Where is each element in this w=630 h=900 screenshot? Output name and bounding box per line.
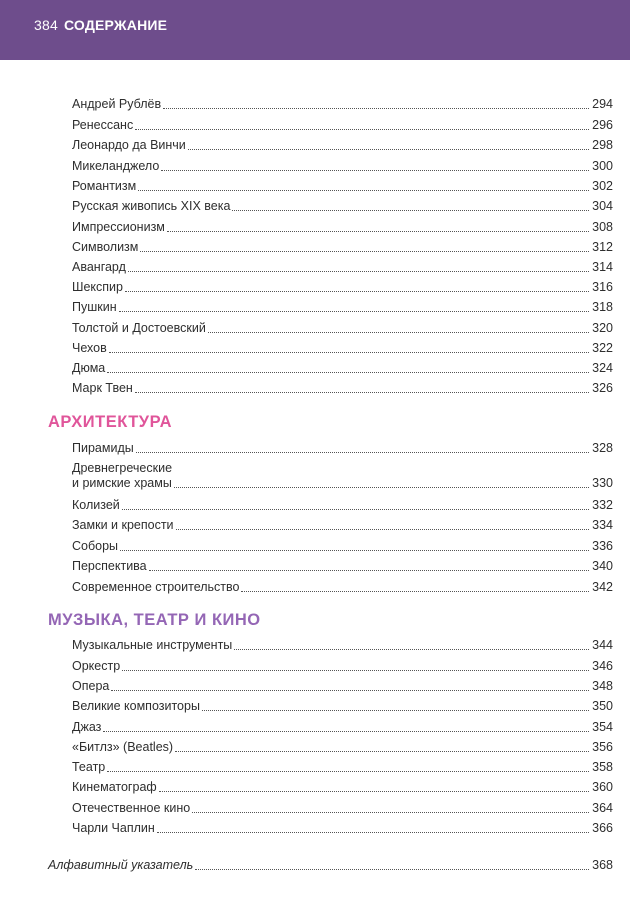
toc-entry-page: 346 — [592, 659, 613, 673]
dot-leader — [202, 710, 589, 711]
toc-entry-page: 294 — [592, 97, 613, 111]
dot-leader — [208, 332, 589, 333]
toc-entry-title: Марк Твен — [72, 381, 133, 395]
toc-entry-page: 328 — [592, 441, 613, 455]
toc-entry-title: Отечественное кино — [72, 801, 191, 815]
toc-entry-page: 340 — [592, 559, 613, 573]
toc-entry-index[interactable] — [48, 858, 613, 873]
dot-leader — [119, 311, 590, 312]
dot-leader — [167, 231, 589, 232]
toc-entry-page: 358 — [592, 760, 613, 774]
toc-entry-title: Русская живопись XIX века — [72, 199, 231, 213]
toc-entry-title: Микеланджело — [72, 159, 160, 173]
toc-entry-page: 356 — [592, 740, 613, 754]
toc-entry-title: Джаз — [72, 720, 102, 734]
dot-leader — [163, 108, 589, 109]
toc-entry[interactable] — [72, 780, 613, 795]
dot-leader — [140, 251, 589, 252]
toc-entry-title: Пирамиды — [72, 441, 134, 455]
dot-leader — [232, 210, 589, 211]
toc-entry-page: 320 — [592, 321, 613, 335]
toc-entry-page: 298 — [592, 138, 613, 152]
toc-entry[interactable] — [72, 138, 613, 153]
dot-leader — [241, 591, 589, 592]
toc-entry[interactable] — [72, 659, 613, 674]
toc-entry-page: 330 — [592, 476, 613, 490]
toc-entry[interactable] — [72, 260, 613, 275]
toc-entry-page: 354 — [592, 720, 613, 734]
dot-leader — [176, 529, 590, 530]
toc-entry[interactable] — [72, 280, 613, 295]
toc-entry[interactable] — [72, 461, 613, 491]
toc-entry-title: Опера — [72, 679, 110, 693]
dot-leader — [125, 291, 589, 292]
toc-entry-page: 336 — [592, 539, 613, 553]
toc-entry[interactable] — [72, 498, 613, 513]
dot-leader — [107, 771, 589, 772]
toc-entry-title: Музыкальные инструменты — [72, 638, 233, 652]
toc-entry-title: Символизм — [72, 240, 139, 254]
toc-entry[interactable] — [72, 638, 613, 653]
dot-leader — [188, 149, 589, 150]
dot-leader — [195, 869, 589, 870]
toc-entry-page: 366 — [592, 821, 613, 835]
toc-entry-title: Чехов — [72, 341, 107, 355]
toc-entry-page: 318 — [592, 300, 613, 314]
toc-entry-page: 322 — [592, 341, 613, 355]
toc-entry[interactable] — [72, 441, 613, 456]
toc-entry-title: Толстой и Достоевский — [72, 321, 206, 335]
dot-leader — [136, 452, 589, 453]
toc-entry-title: Шекспир — [72, 280, 123, 294]
toc-entry[interactable] — [72, 518, 613, 533]
toc-entry-title: Современное строительство — [72, 580, 240, 594]
dot-leader — [135, 129, 589, 130]
dot-leader — [109, 352, 589, 353]
dot-leader — [192, 812, 589, 813]
page-number: 384 — [34, 17, 58, 33]
toc-entry-page: 324 — [592, 361, 613, 375]
toc-entry[interactable] — [72, 300, 613, 315]
toc-entry-page: 350 — [592, 699, 613, 713]
toc-entry-title: Ренессанс — [72, 118, 134, 132]
toc-entry[interactable] — [72, 821, 613, 836]
dot-leader — [128, 271, 589, 272]
toc-entry-title: «Битлз» (Beatles) — [72, 740, 174, 754]
dot-leader — [111, 690, 589, 691]
toc-entry-title: Пушкин — [72, 300, 117, 314]
toc-entry[interactable] — [72, 240, 613, 255]
toc-entry-title-block — [72, 461, 172, 491]
toc-entry-page: 332 — [592, 498, 613, 512]
toc-entry[interactable] — [72, 699, 613, 714]
dot-leader — [135, 392, 589, 393]
toc-entry[interactable] — [72, 179, 613, 194]
toc-entry-page: 360 — [592, 780, 613, 794]
toc-entry-title: Романтизм — [72, 179, 137, 193]
dot-leader — [157, 832, 589, 833]
toc-entry-page: 314 — [592, 260, 613, 274]
toc-entry-page: 316 — [592, 280, 613, 294]
toc-entry[interactable] — [72, 341, 613, 356]
toc-entry[interactable] — [72, 580, 613, 595]
toc-entry-title: Кинематограф — [72, 780, 157, 794]
toc-entry[interactable] — [72, 220, 613, 235]
toc-entry-title: Дюма — [72, 361, 106, 375]
dot-leader — [149, 570, 590, 571]
toc-entry-page: 302 — [592, 179, 613, 193]
dot-leader — [175, 751, 589, 752]
toc-entry-title-line: Древнегреческие — [72, 461, 173, 475]
dot-leader — [234, 649, 589, 650]
toc-entry[interactable] — [72, 740, 613, 755]
dot-leader — [107, 372, 589, 373]
toc-entry[interactable] — [72, 97, 613, 112]
toc-entry-page: 296 — [592, 118, 613, 132]
dot-leader — [122, 670, 589, 671]
toc-entry-title: Леонардо да Винчи — [72, 138, 186, 152]
dot-leader — [122, 509, 589, 510]
toc-entry-page: 334 — [592, 518, 613, 532]
toc-entry[interactable] — [72, 559, 613, 574]
toc-entry-page: 312 — [592, 240, 613, 254]
toc-entry-title: Замки и крепости — [72, 518, 174, 532]
toc-entry-title: Чарли Чаплин — [72, 821, 155, 835]
toc-entry[interactable] — [72, 679, 613, 694]
toc-entry-page: 348 — [592, 679, 613, 693]
toc-entry-page: 326 — [592, 381, 613, 395]
toc-entry-title: Великие композиторы — [72, 699, 200, 713]
header-title: СОДЕРЖАНИЕ — [63, 17, 168, 33]
section-heading-music: МУЗЫКА, ТЕАТР И КИНО — [48, 611, 261, 629]
toc-entry[interactable] — [72, 381, 613, 396]
toc-entry-title: Оркестр — [72, 659, 121, 673]
toc-entry[interactable] — [72, 361, 613, 376]
dot-leader — [159, 791, 589, 792]
toc-entry-page: 300 — [592, 159, 613, 173]
toc-entry-page: 342 — [592, 580, 613, 594]
toc-entry-title: Андрей Рублёв — [72, 97, 162, 111]
toc-entry[interactable] — [72, 539, 613, 554]
dot-leader — [161, 170, 589, 171]
dot-leader — [138, 190, 589, 191]
toc-entry-page: 308 — [592, 220, 613, 234]
toc-entry-title: Импрессионизм — [72, 220, 165, 234]
toc-entry[interactable] — [72, 720, 613, 735]
toc-entry-page: 368 — [592, 858, 613, 872]
toc-entry-title-line: и римские храмы — [72, 476, 172, 490]
toc-entry[interactable] — [72, 801, 613, 816]
dot-leader — [120, 550, 589, 551]
toc-entry-title: Перспектива — [72, 559, 147, 573]
toc-entry[interactable] — [72, 118, 613, 133]
toc-entry-page: 344 — [592, 638, 613, 652]
toc-entry[interactable] — [72, 199, 613, 214]
dot-leader — [103, 731, 589, 732]
toc-entry-page: 304 — [592, 199, 613, 213]
toc-entry-title: Авангард — [72, 260, 126, 274]
toc-entry-title: Театр — [72, 760, 106, 774]
toc-entry-title: Соборы — [72, 539, 119, 553]
section-heading-architecture: АРХИТЕКТУРА — [48, 413, 173, 431]
toc-entry-page: 364 — [592, 801, 613, 815]
toc-entry[interactable] — [72, 760, 613, 775]
toc-entry-title: Алфавитный указатель — [48, 858, 194, 872]
toc-entry[interactable] — [72, 321, 613, 336]
toc-entry-title: Колизей — [72, 498, 120, 512]
toc-entry[interactable] — [72, 159, 613, 174]
dot-leader — [174, 487, 589, 488]
